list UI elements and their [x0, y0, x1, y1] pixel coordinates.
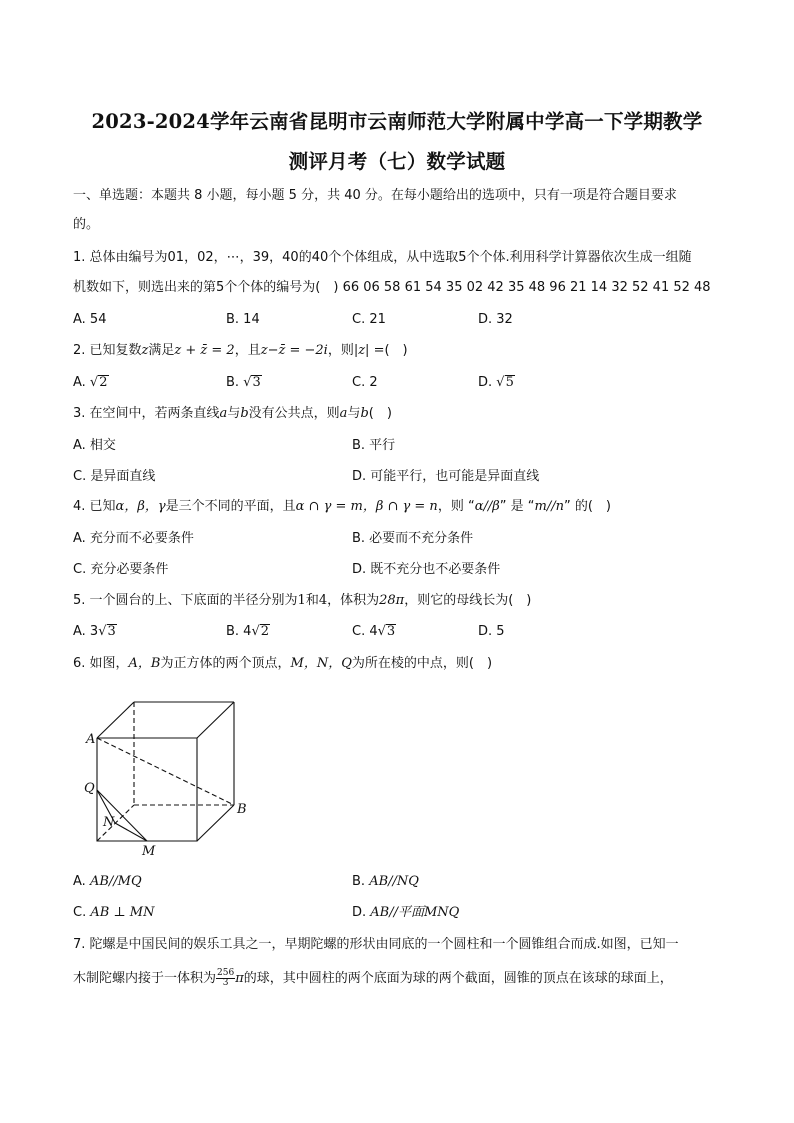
- label-point-n: N: [103, 815, 115, 830]
- q5-option-a-label: A. 3: [73, 624, 99, 639]
- q5-option-c-radicand: 3: [386, 624, 396, 639]
- q2-option-d: D. √5: [478, 375, 514, 390]
- q7-fraction-numerator: 256: [217, 968, 235, 978]
- section-intro-line1: 一、单选题：本题共 8 小题，每小题 5 分，共 40 分。在每小题给出的选项中，只有一项是符合题目要求: [73, 188, 677, 203]
- cube-edge-bottom-right: [197, 805, 234, 841]
- q2-stem: [73, 341, 408, 361]
- q3-var-a: a: [219, 406, 228, 421]
- q2-option-b: B. √3: [226, 375, 261, 390]
- q4-intersections: α ∩ γ = m，β ∩ γ = n: [295, 499, 438, 514]
- q4-option-a: A. 充分而不必要条件: [73, 531, 194, 546]
- q6-option-b-label: B.: [352, 874, 366, 889]
- q4-condition-1: α//β: [474, 499, 500, 514]
- q1-option-b: B. 14: [226, 312, 260, 327]
- label-point-a: A: [86, 732, 96, 747]
- q1-stem-line2: [73, 278, 711, 298]
- q6-option-c-value: AB ⊥ MN: [90, 905, 155, 920]
- cube-edge-top-left: [97, 702, 134, 738]
- q6-option-a-label: A.: [73, 874, 86, 889]
- q1-stem-text: 机数如下，则选出来的第5个个体的编号为( ): [73, 280, 339, 295]
- q4-planes: α，β，γ: [115, 499, 166, 514]
- q6-points-ab: A，B: [128, 656, 161, 671]
- q3-var-b: b: [240, 406, 249, 421]
- q6-points-mnq: M，N，Q: [290, 656, 352, 671]
- q7-fraction-denominator: 3: [222, 978, 229, 988]
- q6-text-2: 为正方体的两个顶点，: [160, 656, 291, 671]
- q4-condition-2: m//n: [534, 499, 564, 514]
- document-title-line1: 2023-2024学年云南省昆明市云南师范大学附属中学高一下学期教学: [91, 110, 703, 133]
- q5-radius-bottom: 4: [318, 593, 328, 608]
- q6-option-d: [352, 903, 459, 923]
- q2-option-a-label: A.: [73, 375, 86, 390]
- label-point-m: M: [142, 844, 156, 859]
- segment-nm: [115, 823, 147, 841]
- q6-option-c: [73, 903, 154, 923]
- q3-stem: [73, 404, 392, 424]
- q7-text-2: 的球，其中圆柱的两个底面为球的两个截面，圆锥的顶点在该球的球面上，: [243, 971, 673, 986]
- q2-text-2: 满足: [148, 343, 175, 358]
- q6-option-b: [352, 872, 419, 892]
- q6-text-1: 6. 如图，: [73, 656, 129, 671]
- q6-stem: [73, 654, 492, 674]
- q2-option-b-radicand: 3: [252, 375, 261, 390]
- q6-text-3: 为所在棱的中点，则( ): [351, 656, 493, 671]
- label-point-q: Q: [84, 781, 95, 796]
- q2-equation-1: z + z̄ = 2: [174, 343, 235, 358]
- q4-option-b: B. 必要而不充分条件: [352, 531, 474, 546]
- q4-text-4: ” 是 “: [499, 499, 535, 514]
- q7-text-1: 木制陀螺内接于一体积为: [73, 971, 217, 986]
- q4-option-c: C. 充分必要条件: [73, 562, 169, 577]
- q3-var-a2: a: [339, 406, 348, 421]
- label-point-b: B: [237, 802, 247, 817]
- q4-option-d: D. 既不充分也不必要条件: [352, 562, 501, 577]
- q6-option-d-label: D.: [352, 905, 367, 920]
- q2-text-4: ，则: [327, 343, 354, 358]
- segment-ab: [97, 738, 234, 805]
- q7-pi: π: [235, 971, 244, 986]
- q1-option-d: D. 32: [478, 312, 513, 327]
- cube-edge-top-right: [197, 702, 234, 738]
- q5-text-4: ，则它的母线长为( ): [404, 593, 532, 608]
- q2-option-c: C. 2: [352, 375, 378, 390]
- q4-text-1: 4. 已知: [73, 499, 116, 514]
- q3-text-5: ( ): [368, 406, 392, 421]
- q3-option-a: A. 相交: [73, 438, 116, 453]
- q2-option-b-label: B.: [226, 375, 240, 390]
- q1-option-c: C. 21: [352, 312, 386, 327]
- q5-text-2: 和: [305, 593, 319, 608]
- q5-option-a: A. 3√3: [73, 624, 116, 639]
- q4-text-3: ，则 “: [437, 499, 475, 514]
- q3-text-2: 与: [227, 406, 241, 421]
- q5-option-d: D. 5: [478, 624, 505, 639]
- q5-text-1: 5. 一个圆台的上、下底面的半径分别为: [73, 593, 298, 608]
- q5-stem: [73, 591, 531, 611]
- q4-text-2: 是三个不同的平面，且: [165, 499, 296, 514]
- q3-var-b2: b: [360, 406, 369, 421]
- q5-option-b: B. 4√2: [226, 624, 270, 639]
- q2-text-5: ( ): [384, 343, 408, 358]
- q7-volume-fraction: [216, 969, 235, 988]
- q6-cube-figure: [80, 695, 260, 860]
- q6-option-a-value: AB//MQ: [89, 874, 142, 889]
- q6-option-d-value: AB//平面MNQ: [370, 905, 460, 920]
- q3-text-1: 3. 在空间中，若两条直线: [73, 406, 220, 421]
- q6-option-a: [73, 872, 142, 892]
- q5-option-b-label: B. 4: [226, 624, 252, 639]
- q6-option-b-value: AB//NQ: [369, 874, 419, 889]
- q3-option-d: D. 可能平行，也可能是异面直线: [352, 469, 540, 484]
- q2-equation-2: z−z̄ = −2i: [260, 343, 328, 358]
- q2-equation-3: |z| =: [353, 343, 385, 358]
- q5-text-3: ，体积为: [327, 593, 380, 608]
- q5-volume: 28π: [379, 593, 405, 608]
- q2-option-d-label: D.: [478, 375, 493, 390]
- q6-option-c-label: C.: [73, 905, 87, 920]
- q5-option-a-radicand: 3: [107, 624, 116, 639]
- q2-option-a: A. √2: [73, 375, 108, 390]
- q2-text-1: 2. 已知复数: [73, 343, 142, 358]
- q1-random-numbers: 66 06 58 61 54 35 02 42 35 48 96 21 14 32 52 41 52 48: [342, 280, 711, 295]
- q5-option-c: C. 4√3: [352, 624, 396, 639]
- q3-text-3: 没有公共点，则: [248, 406, 340, 421]
- q7-stem-line1: 7. 陀螺是中国民间的娱乐工具之一，早期陀螺的形状由同底的一个圆柱和一个圆锥组合而成.如图，已知一: [73, 937, 679, 952]
- document-title-line2: 测评月考（七）数学试题: [288, 150, 506, 173]
- q5-option-b-radicand: 2: [260, 624, 270, 639]
- q1-stem-line1: 1. 总体由编号为01，02，⋯，39，40的40个个体组成，从中选取5个个体.利用科学计算器依次生成一组随: [73, 250, 692, 265]
- q3-option-c: C. 是异面直线: [73, 469, 156, 484]
- section-intro-line2: 的。: [73, 217, 100, 232]
- q2-option-a-radicand: 2: [99, 375, 108, 390]
- q5-option-c-label: C. 4: [352, 624, 378, 639]
- q2-text-3: ，且: [234, 343, 261, 358]
- q5-radius-top: 1: [297, 593, 306, 608]
- q3-option-b: B. 平行: [352, 438, 396, 453]
- q7-stem-line2: [73, 969, 673, 989]
- q3-text-4: 与: [347, 406, 361, 421]
- q2-option-d-radicand: 5: [505, 375, 514, 390]
- q2-var-z: z: [141, 343, 149, 358]
- q4-stem: [73, 497, 611, 517]
- q1-option-a: A. 54: [73, 312, 107, 327]
- q4-text-5: ” 的( ): [563, 499, 611, 514]
